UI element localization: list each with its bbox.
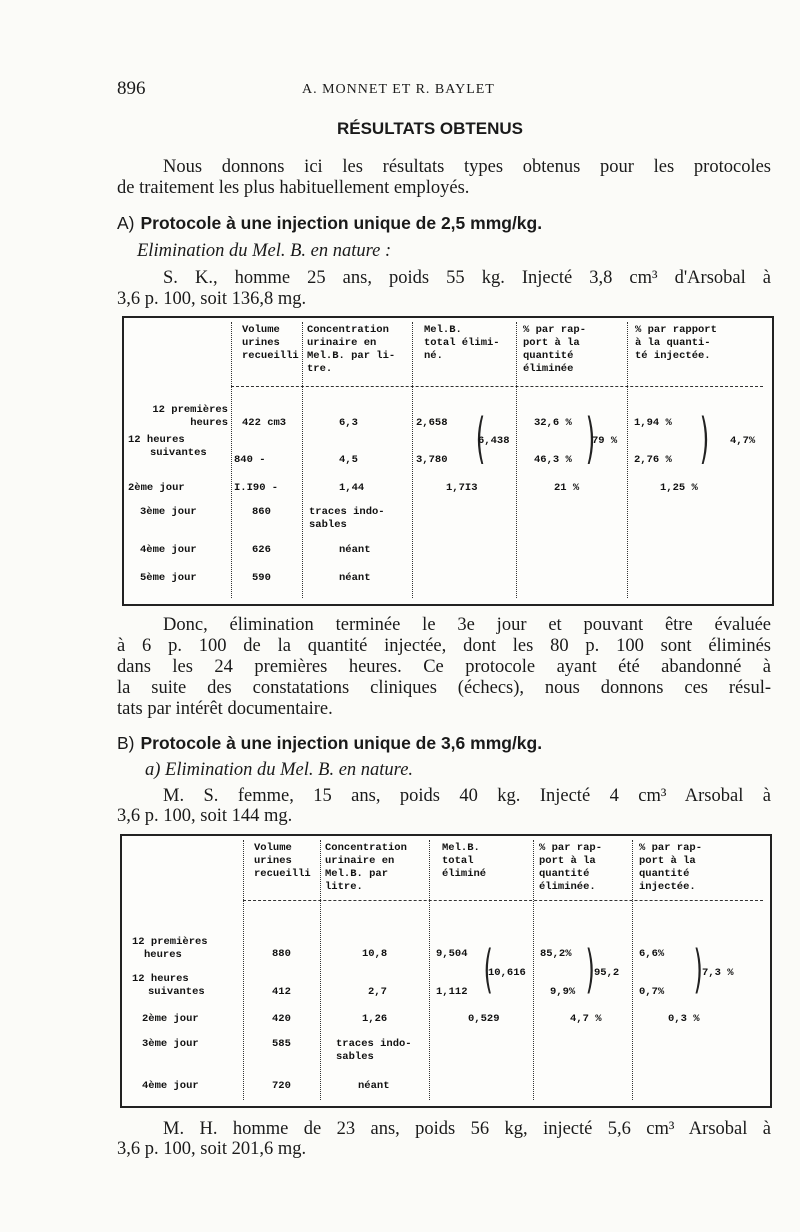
table-cell: 422 cm3	[242, 417, 287, 429]
table-cell: I.I90 -	[234, 482, 279, 494]
table-cell-combined: 7,3 %	[702, 967, 734, 979]
header-cell: Concentration urinaire en Mel.B. par li- tre.	[307, 324, 396, 375]
table-cell: 4,5	[339, 454, 358, 466]
table-cell: 860	[252, 506, 271, 518]
table-cell: néant	[339, 544, 371, 556]
header-cell: % par rap- port à la quantité éliminée	[523, 324, 587, 375]
conclusion-line-1: Donc, élimination terminée le 3e jour et pouvant être évaluée	[163, 615, 771, 635]
conclusion-line-4: la suite des constatations cliniques (échecs), nous donnons ces résul-	[117, 678, 771, 698]
column-separator	[231, 322, 232, 598]
table-cell: 6,3	[339, 417, 358, 429]
table-cell: 420	[272, 1013, 291, 1025]
protocol-a-title: Protocole à une injection unique de 2,5 mmg/kg.	[140, 213, 543, 233]
combined-brace: )	[585, 940, 595, 1000]
header-cell: Volume urines recueilli	[254, 842, 311, 880]
protocol-a-patient-1: S. K., homme 25 ans, poids 55 kg. Injecté 3,8 cm³ d'Arsobal à	[163, 268, 771, 288]
conclusion-line-3: dans les 24 premières heures. Ce protocole ayant été abandonné à	[117, 657, 771, 677]
protocol-a-patient-2: 3,6 p. 100, soit 136,8 mg.	[117, 289, 307, 309]
intro-line-2: de traitement les plus habituellement employés.	[117, 178, 470, 198]
row-label: 3ème jour	[140, 506, 197, 518]
table-cell: 10,8	[362, 948, 388, 960]
table-cell: 32,6 %	[534, 417, 572, 429]
conclusion-line-2: à 6 p. 100 de la quantité injectée, dont les 80 p. 100 sont éliminés	[117, 636, 771, 656]
table-cell-combined: 4,7%	[730, 435, 756, 447]
row-label: 2ème jour	[128, 482, 185, 494]
table-cell: 1,25 %	[660, 482, 698, 494]
table-cell: 1,112	[436, 986, 468, 998]
protocol-b-marker: B)	[117, 733, 135, 753]
table-cell: 1,7I3	[446, 482, 478, 494]
protocol-a-marker: A)	[117, 213, 135, 233]
protocol-b-patient-2: 3,6 p. 100, soit 144 mg.	[117, 806, 293, 826]
row-label: 12 premières heures	[152, 404, 228, 429]
header-cell: Mel.B. total éliminé	[442, 842, 487, 880]
table-cell: 1,94 %	[634, 417, 672, 429]
table-cell: 1,26	[362, 1013, 388, 1025]
table-cell: 2,658	[416, 417, 448, 429]
header-cell: Concentration urinaire en Mel.B. par litre.	[325, 842, 407, 893]
closing-line-1: M. H. homme de 23 ans, poids 56 kg, injecté 5,6 cm³ Arsobal à	[163, 1119, 771, 1139]
row-label: 3ème jour	[142, 1038, 199, 1050]
column-separator	[632, 840, 633, 1100]
table-cell: 2,7	[368, 986, 387, 998]
closing-line-2: 3,6 p. 100, soit 201,6 mg.	[117, 1139, 307, 1159]
column-separator	[302, 322, 303, 598]
column-separator	[627, 322, 628, 598]
running-title: A. MONNET ET R. BAYLET	[302, 82, 495, 97]
table-protocol-b	[120, 834, 772, 1108]
combined-brace: (	[475, 407, 486, 470]
table-cell-combined: 10,616	[488, 967, 526, 979]
column-separator	[533, 840, 534, 1100]
table-cell: 21 %	[554, 482, 580, 494]
table-cell: 9,504	[436, 948, 468, 960]
row-label: 12 heures suivantes	[132, 973, 205, 998]
row-label: 2ème jour	[142, 1013, 199, 1025]
protocol-b-title: Protocole à une injection unique de 3,6 mmg/kg.	[140, 733, 543, 753]
header-rule	[231, 386, 763, 387]
row-label: 4ème jour	[142, 1080, 199, 1092]
table-cell: 880	[272, 948, 291, 960]
row-label: 12 heures suivantes	[128, 434, 207, 459]
protocol-b-heading	[117, 733, 542, 754]
column-separator	[429, 840, 430, 1100]
header-cell: % par rap- port à la quantité éliminée.	[539, 842, 603, 893]
row-label: 12 premières heures	[132, 936, 208, 961]
table-cell: néant	[339, 572, 371, 584]
protocol-b-subtitle: a) Elimination du Mel. B. en nature.	[145, 760, 414, 780]
table-cell: néant	[358, 1080, 390, 1092]
intro-line-1: Nous donnons ici les résultats types obtenus pour les protocoles	[163, 157, 771, 177]
table-cell: 0,7%	[639, 986, 665, 998]
table-cell: 0,529	[468, 1013, 500, 1025]
page-number: 896	[117, 78, 146, 99]
conclusion-line-5: tats par intérêt documentaire.	[117, 699, 333, 719]
table-cell: 626	[252, 544, 271, 556]
row-label: 5ème jour	[140, 572, 197, 584]
combined-brace: (	[483, 940, 493, 1000]
table-cell: 840 -	[234, 454, 266, 466]
header-cell: % par rap- port à la quantité injectée.	[639, 842, 703, 893]
combined-brace: )	[693, 940, 703, 1000]
header-rule	[243, 900, 763, 901]
table-cell: 412	[272, 986, 291, 998]
table-cell: traces indo- sables	[309, 506, 385, 531]
table-cell-combined: 95,2	[594, 967, 620, 979]
table-cell: 9,9%	[550, 986, 576, 998]
table-cell: 2,76 %	[634, 454, 672, 466]
row-label: 4ème jour	[140, 544, 197, 556]
column-separator	[412, 322, 413, 598]
table-cell: traces indo- sables	[336, 1038, 412, 1063]
combined-brace: )	[699, 407, 710, 470]
table-cell: 720	[272, 1080, 291, 1092]
page-header	[117, 78, 717, 108]
header-cell: % par rapport à la quanti- té injectée.	[635, 324, 717, 362]
header-cell: Volume urines recueilli	[242, 324, 299, 362]
column-separator	[320, 840, 321, 1100]
header-cell: Mel.B. total élimi- né.	[424, 324, 500, 362]
table-cell-combined: 79 %	[592, 435, 618, 447]
section-title: RÉSULTATS OBTENUS	[336, 119, 524, 138]
protocol-b-patient-1: M. S. femme, 15 ans, poids 40 kg. Injecté 4 cm³ Arsobal à	[163, 786, 771, 806]
combined-brace: )	[585, 407, 596, 470]
table-cell: 6,6%	[639, 948, 665, 960]
table-cell: 4,7 %	[570, 1013, 602, 1025]
table-cell: 590	[252, 572, 271, 584]
column-separator	[516, 322, 517, 598]
protocol-a-heading	[117, 213, 542, 234]
table-cell: 585	[272, 1038, 291, 1050]
table-cell: 0,3 %	[668, 1013, 700, 1025]
protocol-a-subtitle: Elimination du Mel. B. en nature :	[137, 241, 392, 261]
column-separator	[243, 840, 244, 1100]
table-cell: 3,780	[416, 454, 448, 466]
table-cell: 1,44	[339, 482, 365, 494]
table-cell-combined: 6,438	[478, 435, 510, 447]
table-cell: 46,3 %	[534, 454, 572, 466]
table-protocol-a	[122, 316, 774, 606]
table-cell: 85,2%	[540, 948, 572, 960]
